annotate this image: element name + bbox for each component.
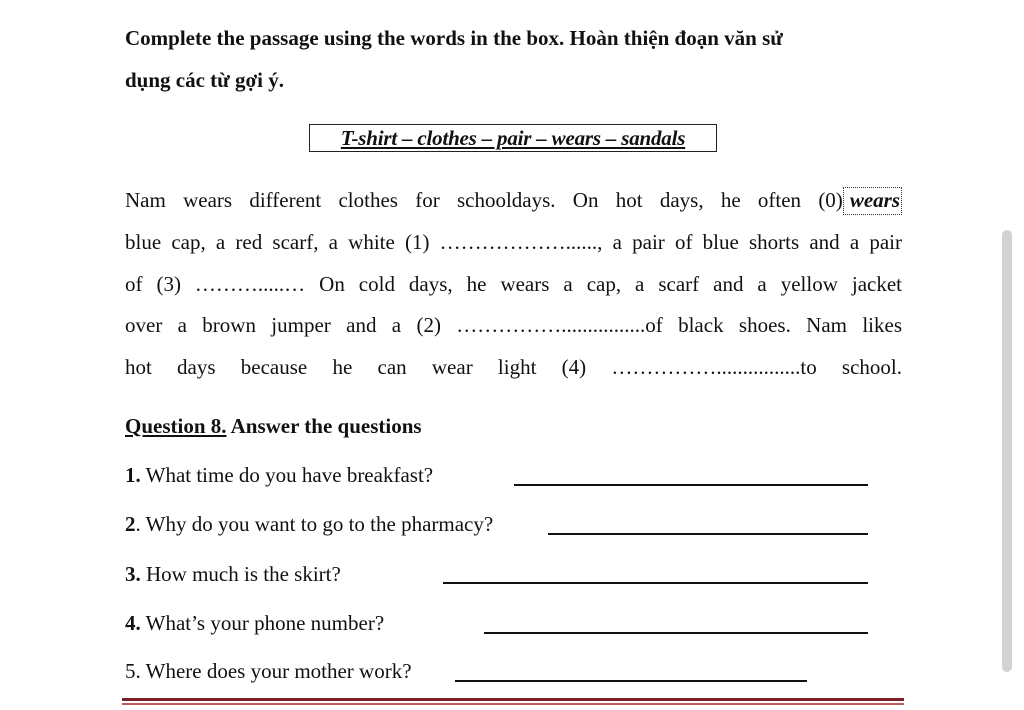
question-3 (125, 564, 341, 585)
question-4-number: 4. (125, 611, 141, 635)
answer-line-3[interactable] (443, 582, 868, 584)
word-box-text: T-shirt – clothes – pair – wears – sandals (340, 126, 686, 150)
footer-rule-light (122, 703, 904, 705)
answer-line-4[interactable] (484, 632, 868, 634)
question-1-number: 1. (125, 463, 141, 487)
question-3-text: How much is the skirt? (146, 562, 341, 586)
passage-line-3: of (3) ……….....… On cold days, he wears a cap, a scarf and a yellow jacket (125, 272, 902, 296)
instruction-line-2: dụng các từ gợi ý. (125, 68, 284, 92)
question-4-text: What’s your phone number? (145, 611, 385, 635)
question-1 (125, 465, 433, 486)
question-8-title: Answer the questions (230, 414, 422, 438)
word-box (309, 124, 717, 152)
question-8-heading (125, 414, 422, 439)
passage-line-2: blue cap, a red scarf, a white (1) ………………......, a pair of blue shorts and a pair (125, 230, 902, 254)
question-5 (125, 661, 412, 682)
footer-rule-dark (122, 698, 904, 701)
question-2-text: . Why do you want to go to the pharmacy? (135, 512, 494, 536)
answer-line-1[interactable] (514, 484, 868, 486)
question-5-text: 5. Where does your mother work? (125, 659, 412, 683)
question-4 (125, 613, 384, 634)
question-1-text: What time do you have breakfast? (145, 463, 434, 487)
question-2 (125, 514, 493, 535)
passage-line-1-text: Nam wears different clothes for schooldays. On hot days, he often (0) (125, 188, 843, 212)
question-8-number: Question 8. (125, 414, 227, 438)
question-3-number: 3. (125, 562, 141, 586)
passage-line-1 (125, 190, 902, 211)
instruction-line-1: Complete the passage using the words in the box. Hoàn thiện đoạn văn sử (125, 26, 783, 50)
vertical-scrollbar[interactable] (1002, 230, 1012, 672)
question-2-number: 2 (125, 512, 136, 536)
passage-line-5: hot days because he can wear light (4) ……………................to school. (125, 355, 902, 379)
example-answer-box: wears (843, 187, 902, 215)
answer-line-2[interactable] (548, 533, 868, 535)
passage-line-4: over a brown jumper and a (2) ……………................of black shoes. Nam likes (125, 313, 902, 337)
answer-line-5[interactable] (455, 680, 807, 682)
